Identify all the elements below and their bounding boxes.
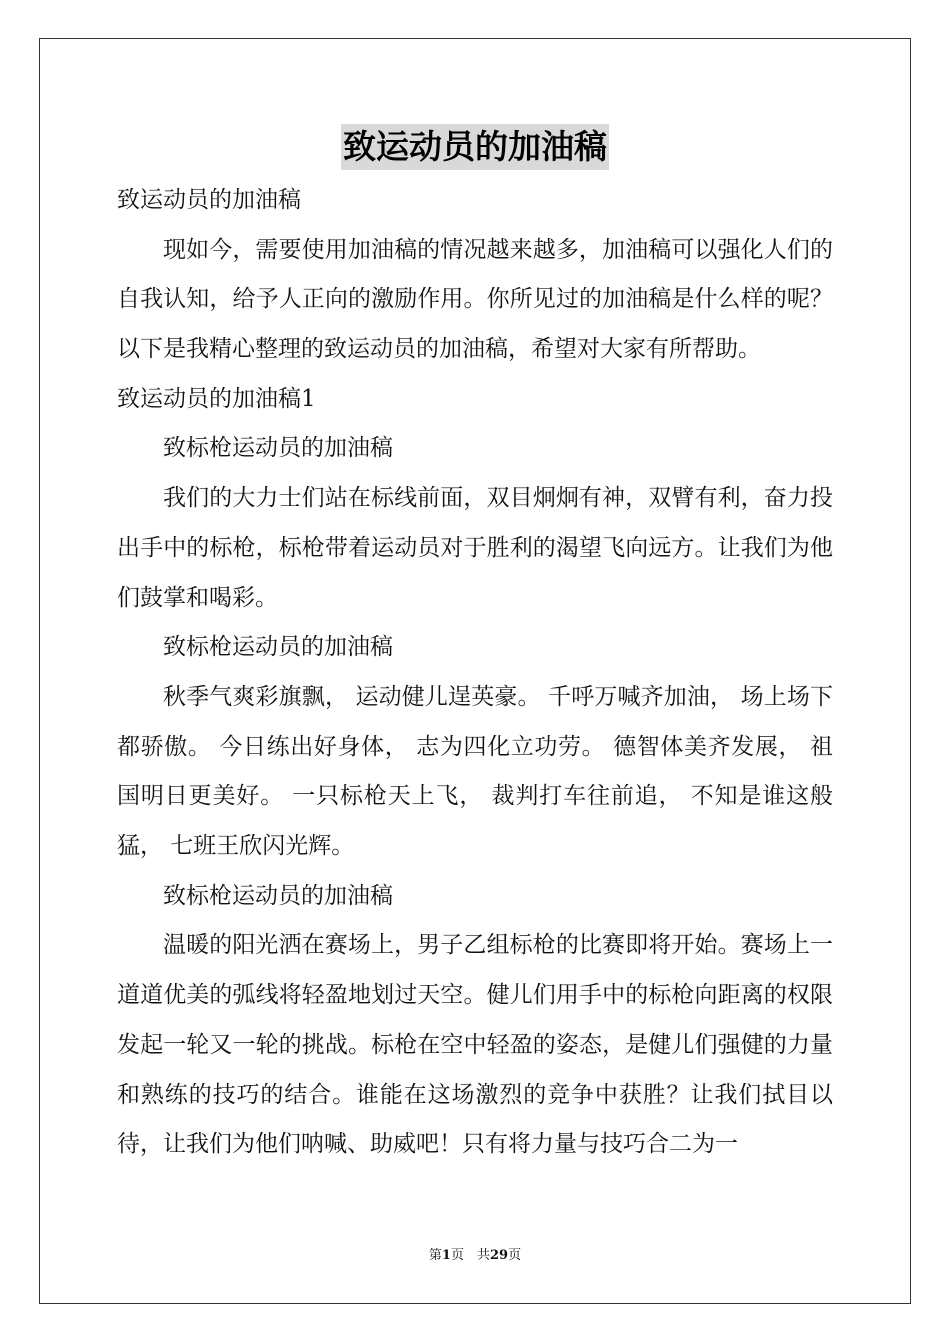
block-heading: 致标枪运动员的加油稿 [163, 435, 393, 462]
page-prefix: 第 [428, 1248, 442, 1263]
document-subtitle: 致运动员的加油稿 [117, 187, 301, 213]
document-body [117, 176, 833, 1170]
block-paragraph: 温暖的阳光洒在赛场上，男子乙组标枪的比赛即将开始。赛场上一道道优美的弧线将轻盈地划过天空。健儿们用手中的标枪向距离的权限发起一轮又一轮的挑战。标枪在空中轻盈的姿态，是健儿们强健的力量和熟练的技巧的结合。谁能在这场激烈的竞争中获胜？让我们拭目以待，让我们为他们呐喊、助威吧！只有将力量与技巧合二为一 [117, 932, 833, 1158]
page-mid: 页 共 [450, 1248, 490, 1263]
block-heading: 致标枪运动员的加油稿 [163, 634, 393, 661]
document-title: 致运动员的加油稿 [341, 124, 609, 170]
block-heading: 致标枪运动员的加油稿 [163, 882, 393, 909]
block-paragraph: 我们的大力士们站在标线前面，双目炯炯有神，双臂有利，奋力投出手中的标枪，标枪带着运动员对于胜利的渴望飞向远方。让我们为他们鼓掌和喝彩。 [117, 485, 833, 611]
intro-paragraph: 现如今，需要使用加油稿的情况越来越多，加油稿可以强化人们的自我认知，给予人正向的激励作用。你所见过的加油稿是什么样的呢？以下是我精心整理的致运动员的加油稿，希望对大家有所帮助。 [117, 236, 833, 363]
page-suffix: 页 [508, 1248, 522, 1263]
section-heading: 致运动员的加油稿1 [117, 385, 316, 412]
title-container [0, 124, 950, 170]
page-current: 1 [441, 1248, 451, 1263]
page-footer [0, 1247, 950, 1265]
page-total: 29 [489, 1248, 509, 1263]
block-paragraph: 秋季气爽彩旗飘， 运动健儿逞英豪。 千呼万喊齐加油， 场上场下都骄傲。 今日练出好身体， 志为四化立功劳。 德智体美齐发展， 祖国明日更美好。 一只标枪天上飞， 裁判打车往前追， 不知是谁这般猛， 七班王欣闪光辉。 [117, 683, 833, 860]
